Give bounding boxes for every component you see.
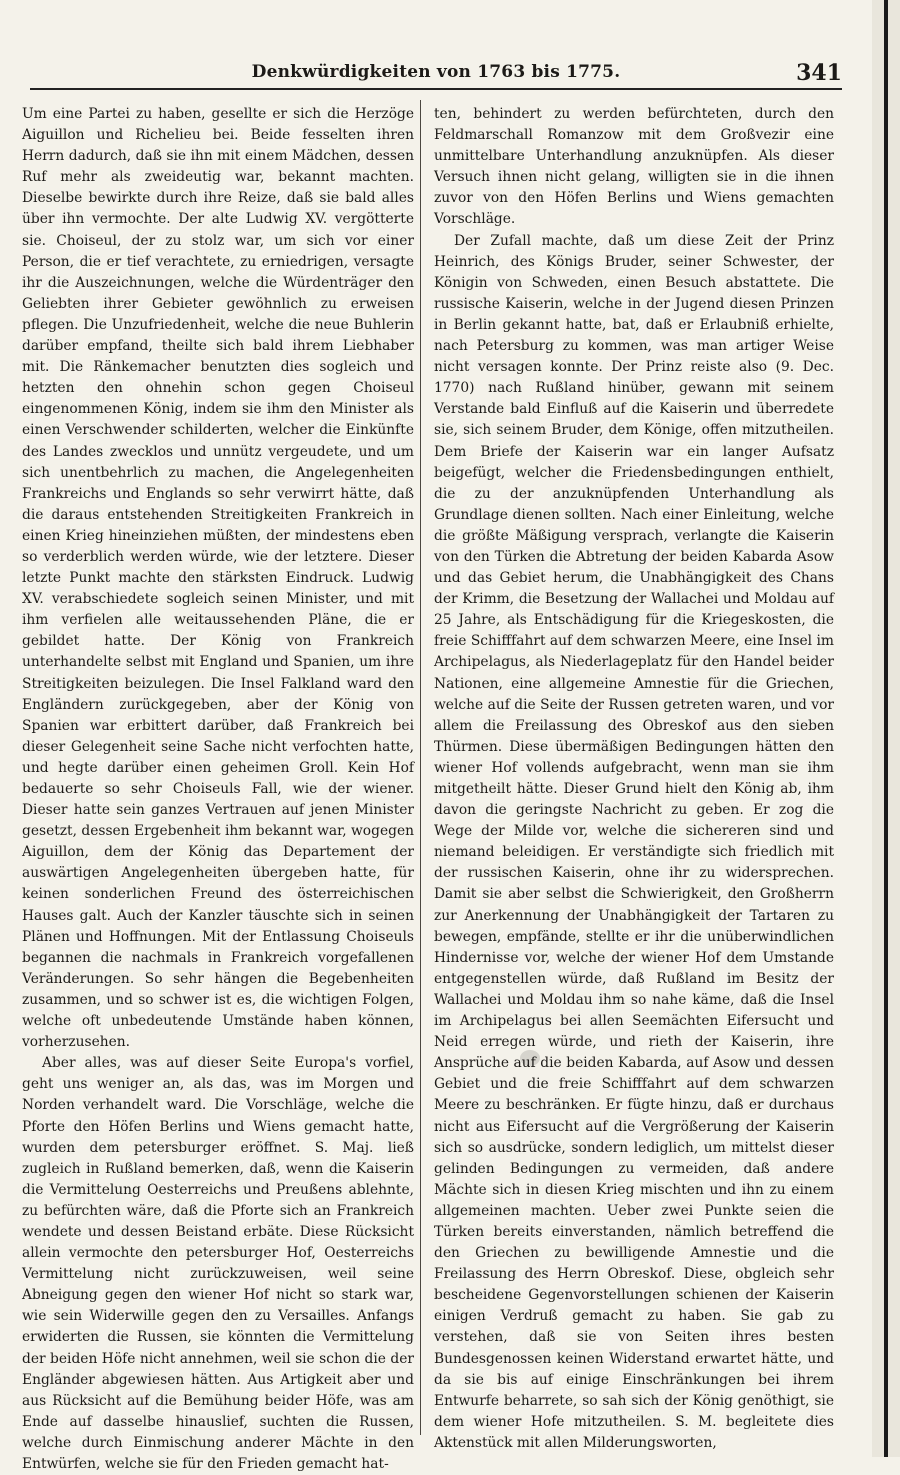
paragraph: Aber alles, was auf dieser Seite Europa's vorfiel, geht uns weniger an, als das, was im Morgen und Norden verhandelt ward. Die Vorschläge, welche die Pforte den Höfen Berlins und Wiens gemacht hatte, wurden dem petersburger eröffnet. S. Maj. ließ zugleich in Rußland bemerken, daß, wenn die Kaiserin die Vermittelung Oesterreichs und Preußens ablehnte, zu befürchten wäre, daß die Pforte sich an Frankreich wendete und dessen Beistand erbäte. Diese Rücksicht allein vermochte den petersburger Hof, Oesterreichs Vermittelung nicht zurückzuweisen, weil seine Abneigung gegen den wiener Hof nicht so stark war, wie sein Widerwille gegen den zu Versailles. Anfangs erwiderten die Russen, sie könnten die Vermittelung der beiden Höfe nicht annehmen, weil sie schon die der Engländer abgewiesen hätten. Aus Artigkeit aber und aus Rücksicht auf die Bemühung beider Höfe, was am Ende auf dasselbe hinauslief, suchten die Russen, welche durch Einmischung anderer Mächte in den Entwürfen, welche sie für den Frieden gemacht hat- [22,1055,414,1472]
book-spine-line [884,0,888,1457]
ink-smudge [520,1050,540,1066]
paragraph: Der Zufall machte, daß um diese Zeit der Prinz Heinrich, des Königs Bruder, seiner Schwester, der Königin von Schweden, einen Besuch abstattete. Die russische Kaiserin, welche in der Jugend diesen Prinzen in Berlin gekannt hatte, bat, daß er Erlaubniß erhielte, nach Petersburg zu kommen, was man artiger Weise nicht versagen konnte. Der Prinz reiste also (9. Dec. 1770) nach Rußland hinüber, gewann mit seinem Verstande bald Einfluß auf die Kaiserin und überredete sie, sich seinem Bruder, dem Könige, offen mitzutheilen. Dem Briefe der Kaiserin war ein langer Aufsatz beigefügt, welcher die Friedensbedingungen enthielt, die zu der anzuknüpfenden Unterhandlung als Grundlage dienen sollten. Nach einer Einleitung, welche die größte Mäßigung versprach, verlangte die Kaiserin von den Türken die Abtretung der beiden Kabarda Asow und das Gebiet herum, die Unabhängigkeit des Chans der Krimm, die Besetzung der Wallachei und Moldau auf 25 Jahre, als Entschädigung für die Kriegeskosten, die freie Schifffahrt auf dem schwarzen Meere, eine Insel im Archipelagus, als Niederlageplatz für den Handel beider Nationen, eine allgemeine Amnestie für die Griechen, welche auf die Seite der Russen getreten waren, und vor allem die Freilassung des Obreskof aus den sieben Thürmen. Diese übermäßigen Bedingungen hätten den wiener Hof vollends aufgebracht, wenn man sie ihm mitgetheilt hätte. Dieser Grund hielt den König ab, ihm davon die geringste Nachricht zu geben. Er zog die Wege der Milde vor, welche die sichereren sind und niemand beleidigen. Er verständigte sich friedlich mit der russischen Kaiserin, ohne ihr zu widersprechen. Damit sie aber selbst die Schwierigkeit, den Großherrn zur Anerkennung der Unabhängigkeit der Tartaren zu bewegen, empfände, stellte er ihr die unüberwindlichen Hindernisse vor, welche der wiener Hof dem Umstande entgegenstellen würde, daß Rußland im Besitz der Wallachei und Moldau ihm so nahe käme, daß die Insel im Archipelagus bei allen Seemächten Eifersucht und Neid erregen würde, und rieth der Kaiserin, ihre Ansprüche auf die beiden Kabarda, auf Asow und dessen Gebiet und die freie Schifffahrt auf dem schwarzen Meere zu beschränken. Er fügte hinzu, daß er durchaus nicht aus Eifersucht auf die Vergrößerung der Kaiserin sich so ausdrücke, sondern lediglich, um mittelst dieser gelinden Bedingungen zu vermeiden, daß andere Mächte sich in diesen Krieg mischten und ihn zu einem allgemeinen machten. Ueber zwei Punkte seien die Türken bereits einverstanden, nämlich betreffend die den Griechen zu bewilligende Amnestie und die Freilassung des Herrn Obreskof. Diese, obgleich sehr bescheidene Gegenvorstellungen schienen der Kaiserin einigen Verdruß gemacht zu haben. Sie gab zu verstehen, daß sie von Seiten ihres besten Bundesgenossen keinen Widerstand erwartet hätte, und da sie bis auf einige Einschränkungen bei ihrem Entwurfe beharrete, so sah sich der König genöthigt, sie dem wiener Hofe mitzutheilen. S. M. begleitete dies Aktenstück mit allen Milderungsworten, [434,232,834,1451]
paragraph: ten, behindert zu werden befürchteten, durch den Feldmarschall Romanzow mit dem Großvezir eine unmittelbare Unterhandlung anzuknüpfen. Als dieser Versuch ihnen nicht gelang, willigten sie in die ihnen zuvor von den Höfen Berlins und Wiens gemachten Vorschläge. [434,106,834,228]
paragraph: Um eine Partei zu haben, gesellte er sich die Herzöge Aiguillon und Richelieu bei. Beide fesselten ihren Herrn dadurch, daß sie ihn mit einem Mädchen, dessen Ruf mehr als zweideutig war, bekannt machten. Dieselbe bewirkte durch ihre Reize, daß sie bald alles über ihn vermochte. Der alte Ludwig XV. vergötterte sie. Choiseul, der zu stolz war, um sich vor einer Person, die er tief verachtete, zu erniedrigen, versagte ihr die Auszeichnungen, welche die Würdenträger den Geliebten ihrer Gebieter gewöhnlich zu erweisen pflegen. Die Unzufriedenheit, welche die neue Buhlerin darüber empfand, theilte sich bald ihrem Liebhaber mit. Die Ränkemacher benutzten dies sogleich und hetzten den ohnehin schon gegen Choiseul eingenommenen König, indem sie ihm den Minister als einen Verschwender schilderten, welcher die Einkünfte des Landes zwecklos und unnütz vergeudete, und um sich unentbehrlich zu machen, die Angelegenheiten Frankreichs und Englands so sehr verwirrt hätte, daß die daraus entstehenden Streitigkeiten Frankreich in einen Krieg hineinziehen müßten, der mindestens eben so verderblich werden würde, wie der letztere. Dieser letzte Punkt machte den stärksten Eindruck. Ludwig XV. verabschiedete sogleich seinen Minister, und mit ihm verfielen alle weitaussehenden Pläne, die er gebildet hatte. Der König von Frankreich unterhandelte selbst mit England und Spanien, um ihre Streitigkeiten beizulegen. Die Insel Falkland ward den Engländern zurückgegeben, aber der König von Spanien war erbittert darüber, daß Frankreich bei dieser Gelegenheit seine Sache nicht verfochten hatte, und hegte darüber einen geheimen Groll. Kein Hof bedauerte so sehr Choiseuls Fall, wie der wiener. Dieser hatte sein ganzes Vertrauen auf jenen Minister gesetzt, dessen Ergebenheit ihm bekannt war, wogegen Aiguillon, dem der König das Departement der auswärtigen Angelegenheiten übergeben hatte, für keinen sonderlichen Freund des österreichischen Hauses galt. Auch der Kanzler täuschte sich in seinen Plänen und Hoffnungen. Mit der Entlassung Choiseuls begannen die nachmals in Frankreich vorgefallenen Veränderungen. So sehr hängen die Begebenheiten zusammen, und so schwer ist es, die wichtigen Folgen, welche oft unbedeutende Umstände haben können, vorherzusehen. [22,106,414,1051]
left-column [22,104,414,1472]
right-column [434,104,834,1451]
column-divider [420,100,421,1435]
running-header [30,60,842,90]
page-number: 341 [796,60,842,86]
header-title: Denkwürdigkeiten von 1763 bis 1775. [251,62,621,82]
